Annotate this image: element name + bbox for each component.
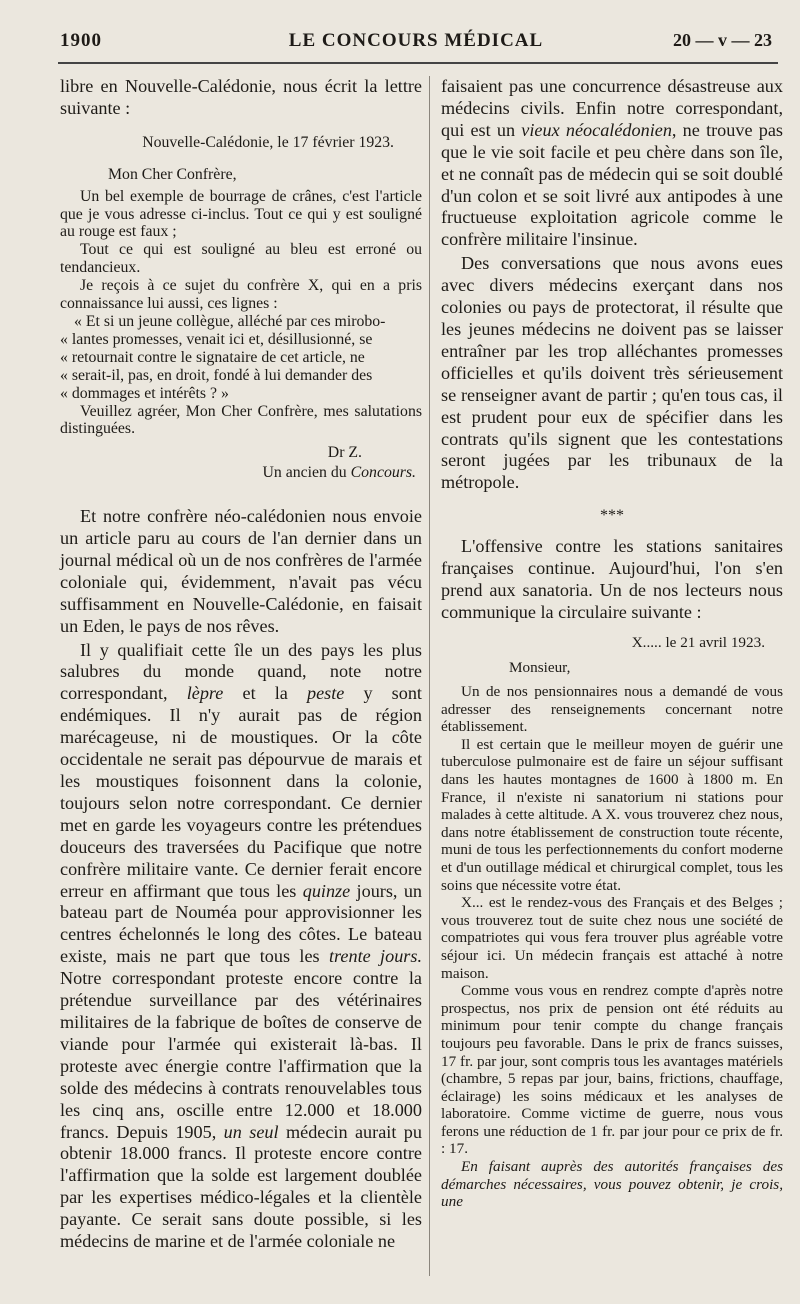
letter-salutation: Mon Cher Confrère, bbox=[108, 165, 237, 183]
article-paragraph: faisaient pas une concurrence désastreuse aux médecins civils. Enfin notre correspondant, qui est un vieux néocalédonien, ne trouve pas que le vie soit facile et peu chère dans son île, et ne connaît pas de médecin qui se soit doublé d'un colon et se soit livré aux antipodes à une fructueuse exploitation agricole comme le confrère militaire l'insinue. bbox=[441, 76, 783, 250]
letter-quote-line: « Et si un jeune collègue, alléché par ces mirobo- bbox=[74, 312, 386, 330]
header-year: 1900 bbox=[60, 30, 102, 51]
circular-paragraph: Un de nos pensionnaires nous a demandé de vous adresser des renseignements concernant notre établissement. bbox=[441, 683, 783, 736]
header-title: LE CONCOURS MÉDICAL bbox=[288, 30, 544, 51]
header-rule bbox=[58, 62, 778, 64]
article-paragraph: Et notre confrère néo-calédonien nous envoie un article paru au cours de l'an dernier dans un journal médical où un de nos confrères de l'armée coloniale qui, évidemment, n'avait pas vécu suffisamment en Nouvelle-Calédonie, en faisait un Eden, le pays de nos rêves. bbox=[60, 506, 422, 636]
circular-paragraph: En faisant auprès des autorités françaises des démarches nécessaires, vous pouvez obtenir, je crois, une bbox=[441, 1158, 783, 1211]
header-date: 20 — v — 23 bbox=[673, 30, 772, 50]
letter-quote-line: « dommages et intérêts ? » bbox=[60, 384, 229, 402]
page-header bbox=[60, 30, 772, 58]
circular-salutation: Monsieur, bbox=[509, 659, 571, 677]
letter-paragraph: Un bel exemple de bourrage de crânes, c'est l'article que je vous adresse ci-inclus. Tout ce qui y est souligné au rouge est faux ; bbox=[60, 187, 422, 241]
letter-quote-line: « retournait contre le signataire de cet article, ne bbox=[60, 348, 365, 366]
article-paragraph: Des conversations que nous avons eues avec divers médecins exerçant dans nos colonies ou pays de protectorat, il résulte que les jeunes médecins ne doivent pas se laisser entraîner par les trop alléchantes promesses officielles et qu'ils doivent très sérieusement se renseigner avant de partir ; qu'en tous cas, il est prudent pour eux de spécifier dans les contrats qu'ils signent que les contestations seront jugées par les tribunaux de la métropole. bbox=[441, 253, 783, 493]
journal-name: Concours. bbox=[350, 464, 416, 482]
section-separator-stars: *** bbox=[600, 507, 624, 525]
column-divider bbox=[429, 76, 430, 1276]
left-column bbox=[60, 76, 422, 1253]
circular-paragraph: Il est certain que le meilleur moyen de guérir une tuberculose pulmonaire est de faire un séjour suffisant dans les hautes montagnes de 1600 à 1800 m. En France, il n'existe ni sanatorium ni stations pour malades à cette altitude. A X. vous trouverez chez nous, dans notre établissement de construction toute récente, muni de tous les perfectionnements du confort moderne et d'un outillage médical et chirurgical complet, tous les soins que nécessite votre état. bbox=[441, 735, 783, 894]
letter-dateline: Nouvelle-Calédonie, le 17 février 1923. bbox=[142, 133, 394, 151]
letter-quote-line: « serait-il, pas, en droit, fondé à lui demander des bbox=[60, 366, 373, 384]
letter-closing: Veuillez agréer, Mon Cher Confrère, mes salutations distinguées. bbox=[60, 402, 422, 438]
right-column bbox=[441, 76, 783, 1211]
circular-paragraph: X... est le rendez-vous des Français et des Belges ; vous trouverez tout de suite chez nous une société de compatriotes qui vous fera trouver plus agréable votre séjour ici. Un médecin français est attaché à notre maison. bbox=[441, 894, 783, 982]
article-paragraph: Il y qualifiait cette île un des pays les plus salubres du monde quand, note notre correspondant, lèpre et la peste y sont endémiques. Il n'y aurait pas de région marécageuse, ni de moustiques. Or la côte occidentale ne serait pas dépourvue de marais et les moustiques foisonnent dans la colonie, toujours selon notre correspondant. Ce dernier met en garde les voyageurs contre les prétendues douceurs des traversées du Pacifique que notre confrère militaire vante. Ce dernier ferait encore erreur en affirmant que tous les quinze jours, un bateau part de Nouméa pour approvisionner les centres échelonnés le long des côtes. Le bateau existe, mais ne part que tous les trente jours. Notre correspondant proteste encore contre la prétendue surveillance par des vétérinaires militaires de la fabrique de boîtes de conserve de viande pour l'armée qui existerait là-bas. Il proteste avec énergie contre l'affirmation que la solde des médecins à contrats renouvelables tous les cinq ans, oscille entre 12.000 et 18.000 francs. Depuis 1905, un seul médecin aurait pu obtenir 18.000 francs. Il proteste encore contre l'affirmation que la solde est largement doublée par les expertises médico-légales et la clientèle payante. Ce serait sans doute possible, si les médecins de marine et de l'armée coloniale ne bbox=[60, 639, 422, 1252]
letter-quote-line: « lantes promesses, venait ici et, désillusionné, se bbox=[60, 330, 373, 348]
circular-paragraph: Comme vous vous en rendrez compte d'après notre prospectus, nos prix de pension ont été réduits au minimum pour tenir compte du change français toujours peu favorable. Dans le prix de francs suisses, 17 fr. par jour, sont compris tous les avantages matériels (chambre, 5 repas par jour, bains, frictions, chauffage, éclairage) les soins médicaux et les analyses de laboratoire. Comme victime de guerre, nous vous ferons une réduction de 1 fr. par jour pour ce prix de fr. : 17. bbox=[441, 982, 783, 1158]
left-intro-paragraph: libre en Nouvelle-Calédonie, nous écrit la lettre suivante : bbox=[60, 76, 422, 118]
article-paragraph: L'offensive contre les stations sanitaires françaises continue. Aujourd'hui, l'on s'en prend aux sanatoria. Un de nos lecteurs nous communique la circulaire suivante : bbox=[441, 536, 783, 622]
circular-dateline: X..... le 21 avril 1923. bbox=[631, 633, 765, 651]
letter-signature-affiliation: Un ancien du Concours. bbox=[262, 464, 416, 482]
letter-signature: Dr Z. bbox=[327, 444, 362, 462]
letter-paragraph: Tout ce qui est souligné au bleu est erroné ou tendancieux. bbox=[60, 241, 422, 277]
letter-paragraph: Je reçois à ce sujet du confrère X, qui en a pris connaissance lui aussi, ces lignes : bbox=[60, 277, 422, 313]
